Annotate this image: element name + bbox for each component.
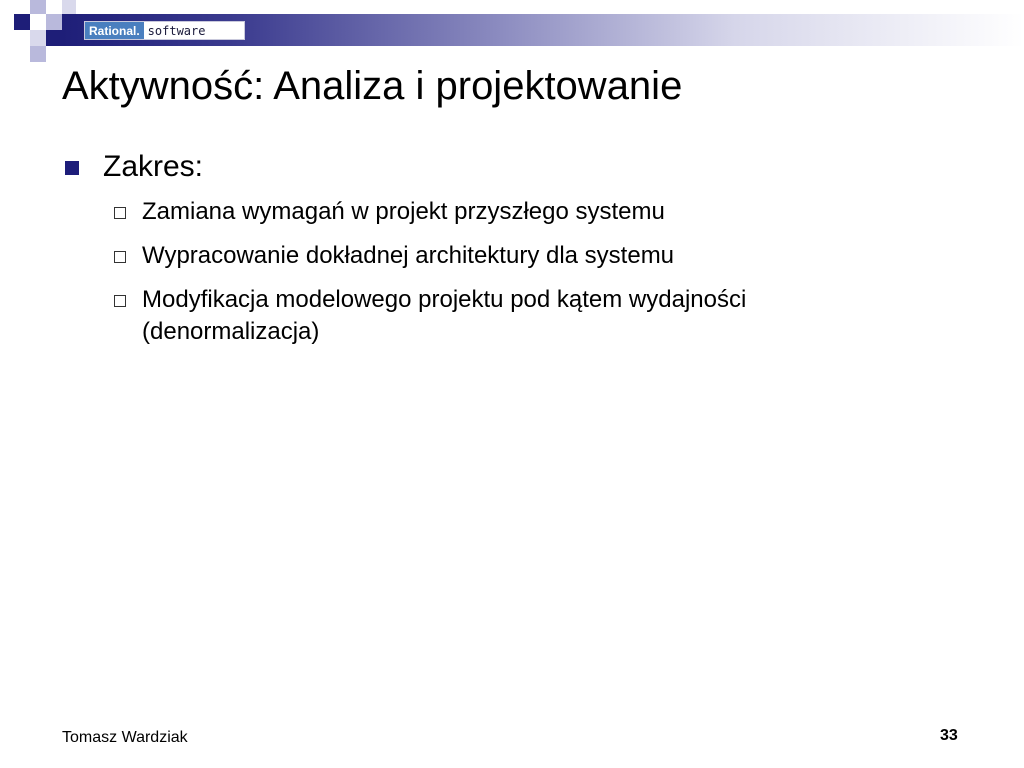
sub-bullet — [113, 196, 962, 228]
logo-product: software — [147, 23, 206, 38]
deco-square — [46, 30, 62, 46]
slide-content — [62, 150, 962, 360]
bullet-level1 — [62, 150, 962, 184]
deco-square — [30, 46, 46, 62]
deco-square — [14, 14, 30, 30]
sub-bullet-text: Zamiana wymagań w projekt przyszłego systemu — [142, 198, 665, 225]
deco-square — [30, 0, 46, 14]
hollow-square-bullet-icon — [114, 251, 126, 263]
sub-bullet-text: Modyfikacja modelowego projektu pod kątem wydajności (denormalizacja) — [142, 286, 747, 345]
slide-title: Aktywność: Analiza i projektowanie — [62, 64, 683, 108]
sub-bullet-text: Wypracowanie dokładnej architektury dla systemu — [142, 242, 675, 269]
footer-author: Tomasz Wardziak — [62, 729, 188, 746]
logo-brand: Rational. — [85, 22, 144, 39]
sub-bullet-list — [62, 196, 962, 348]
sub-bullet — [113, 240, 962, 272]
hollow-square-bullet-icon — [114, 295, 126, 307]
deco-square — [30, 30, 46, 46]
rational-software-logo — [84, 21, 245, 40]
hollow-square-bullet-icon — [114, 207, 126, 219]
deco-square — [46, 14, 62, 30]
deco-square — [62, 0, 76, 14]
page-number: 33 — [940, 727, 958, 744]
sub-bullet — [113, 284, 962, 348]
square-bullet-icon — [65, 161, 79, 175]
bullet-text: Zakres: — [103, 150, 204, 183]
